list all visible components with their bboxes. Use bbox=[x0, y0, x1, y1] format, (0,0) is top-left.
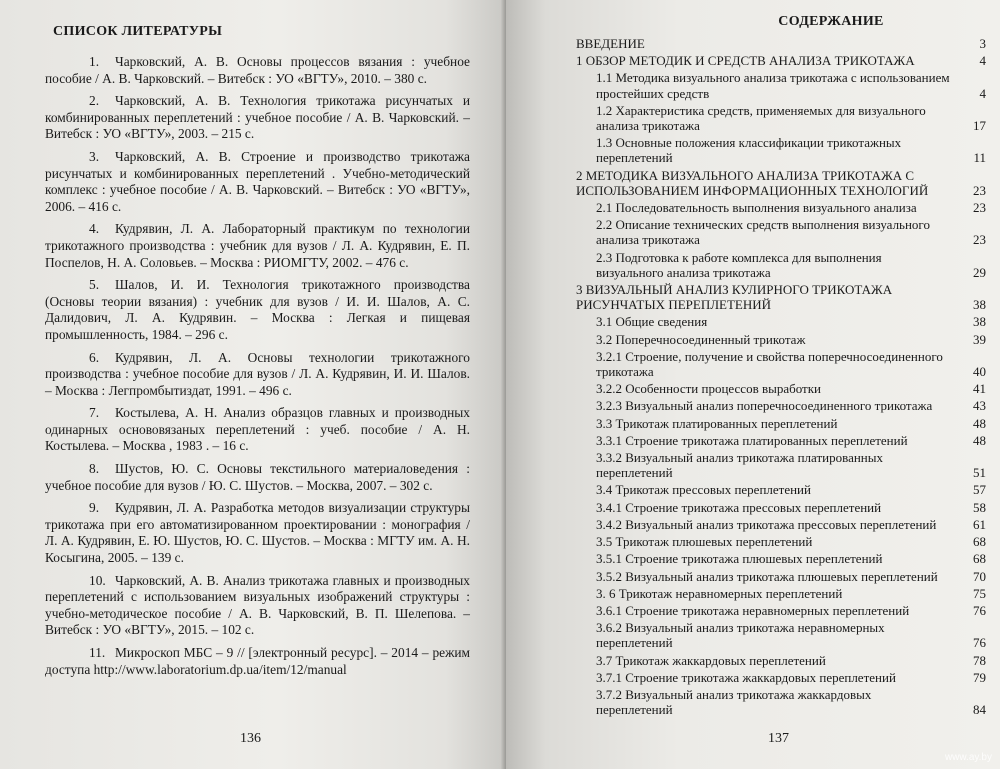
toc-entry-page: 43 bbox=[973, 398, 986, 414]
toc-entry-title: 3.6.2 Визуальный анализ трикотажа неравномерных переплетений bbox=[596, 620, 885, 651]
toc-entry-title: 3. 6 Трикотаж неравномерных переплетений bbox=[596, 585, 843, 601]
toc-entry-page: 51 bbox=[973, 465, 986, 481]
table-of-contents bbox=[576, 36, 986, 717]
toc-entry-page: 79 bbox=[973, 669, 986, 685]
toc-entry-page: 84 bbox=[973, 702, 986, 718]
toc-entry-page: 76 bbox=[973, 635, 986, 651]
reference-number: 11. bbox=[89, 645, 106, 660]
toc-entry-title: 3.5 Трикотаж плюшевых переплетений bbox=[596, 534, 813, 550]
toc-entry bbox=[576, 482, 986, 497]
toc-entry-title: 3.2.3 Визуальный анализ поперечносоединенного трикотажа bbox=[596, 398, 933, 414]
reference-item bbox=[45, 54, 470, 87]
toc-entry bbox=[576, 332, 986, 347]
toc-entry-title: 2.2 Описание технических средств выполнения визуального анализа трикотажа bbox=[596, 217, 930, 248]
toc-entry bbox=[576, 70, 986, 100]
toc-entry-title: 3.2.1 Строение, получение и свойства поперечносоединенного трикотажа bbox=[596, 348, 943, 380]
references-heading: СПИСОК ЛИТЕРАТУРЫ bbox=[53, 24, 223, 39]
toc-entry-title: 1.3 Основные положения классификации трикотажных переплетений bbox=[596, 135, 902, 166]
toc-entry bbox=[576, 500, 986, 515]
toc-entry bbox=[576, 687, 986, 717]
reference-text: Шалов, И. И. Технология трикотажного производства (Основы теории вязания) : учебник для вузов / И. И. Шалов, А. С. Далидович, Л. А. Кудрявин. – Москва : Легкая и пищевая промышленность, 1984. – 296 с. bbox=[45, 277, 470, 342]
toc-entry-page: 17 bbox=[973, 118, 986, 134]
toc-entry-page: 40 bbox=[973, 364, 986, 380]
toc-entry bbox=[576, 168, 986, 198]
toc-entry-page: 4 bbox=[979, 53, 986, 69]
toc-entry-title: 3.6.1 Строение трикотажа неравномерных переплетений bbox=[596, 602, 910, 618]
reference-list bbox=[45, 54, 470, 678]
reference-item bbox=[45, 149, 470, 215]
reference-item bbox=[45, 461, 470, 494]
toc-entry bbox=[576, 217, 986, 247]
toc-entry bbox=[576, 670, 986, 685]
watermark: www.ay.by bbox=[944, 752, 992, 763]
toc-entry bbox=[576, 103, 986, 133]
reference-text: Кудрявин, Л. А. Лабораторный практикум по технологии трикотажного производства : учебник для вузов / Л. А. Кудрявин, Е. П. Поспелов, Н. А. Соловьев. – Москва : РИОМГТУ, 2002. – 476 с. bbox=[45, 221, 470, 270]
reference-number: 4. bbox=[89, 221, 100, 237]
toc-entry-page: 39 bbox=[973, 331, 986, 347]
toc-entry bbox=[576, 36, 986, 51]
reference-item bbox=[45, 221, 470, 271]
toc-entry bbox=[576, 200, 986, 215]
toc-entry bbox=[576, 416, 986, 431]
reference-text: Чарковский, А. В. Анализ трикотажа главных и производных переплетений с использованием визуальных изображений структуры : учебно-методическое пособие / А. В. Чарковский, В. П. Шелепова. – Витебск : УО «ВГТУ», 2015. – 102 с. bbox=[45, 572, 470, 638]
reference-text: Чарковский, А. В. Строение и производство трикотажа рисунчатых и комбинированных переплетений . Учебно-методический комплекс : учебное пособие / А. В. Чарковский. – Витебск : УО «ВГТУ», 2006. – 416 с. bbox=[45, 148, 470, 214]
toc-entry-title: 3.3.2 Визуальный анализ трикотажа платированных переплетений bbox=[596, 450, 884, 481]
toc-entry-page: 11 bbox=[973, 150, 986, 166]
toc-entry-title: 3.3 Трикотаж платированных переплетений bbox=[596, 415, 838, 431]
reference-text: Кудрявин, Л. А. Основы технологии трикотажного производства : учебное пособие для вузов / Л. А. Кудрявин, И. И. Шалов. – Москва : Легпромбытиздат, 1991. – 496 с. bbox=[45, 349, 470, 398]
toc-entry-page: 4 bbox=[979, 85, 986, 101]
toc-entry-title: 3.4 Трикотаж прессовых переплетений bbox=[596, 482, 811, 498]
toc-entry bbox=[576, 653, 986, 668]
toc-entry-title: 1 ОБЗОР МЕТОДИК И СРЕДСТВ АНАЛИЗА ТРИКОТАЖА bbox=[576, 53, 915, 69]
toc-entry bbox=[576, 398, 986, 413]
toc-entry-page: 48 bbox=[973, 415, 986, 431]
reference-item bbox=[45, 277, 470, 343]
toc-entry-title: 3 ВИЗУАЛЬНЫЙ АНАЛИЗ КУЛИРНОГО ТРИКОТАЖА РИСУНЧАТЫХ ПЕРЕПЛЕТЕНИЙ bbox=[576, 282, 893, 313]
reference-number: 8. bbox=[89, 461, 100, 477]
toc-entry bbox=[576, 450, 986, 480]
reference-item bbox=[45, 93, 470, 143]
toc-entry-title: 2.1 Последовательность выполнения визуального анализа bbox=[596, 200, 917, 216]
toc-entry bbox=[576, 314, 986, 329]
toc-entry-title: 3.5.1 Строение трикотажа плюшевых переплетений bbox=[596, 551, 883, 567]
toc-entry bbox=[576, 381, 986, 396]
reference-item bbox=[45, 405, 470, 455]
toc-entry bbox=[576, 433, 986, 448]
toc-entry bbox=[576, 534, 986, 549]
toc-entry-title: 3.4.2 Визуальный анализ трикотажа прессовых переплетений bbox=[596, 516, 937, 532]
toc-entry-title: 3.2 Поперечносоединенный трикотаж bbox=[596, 331, 806, 347]
toc-entry bbox=[576, 586, 986, 601]
toc-entry-title: 3.4.1 Строение трикотажа прессовых переплетений bbox=[596, 499, 882, 515]
reference-number: 9. bbox=[89, 500, 100, 516]
toc-entry-page: 23 bbox=[973, 232, 986, 248]
right-page bbox=[506, 0, 1000, 769]
toc-entry-page: 76 bbox=[973, 602, 986, 618]
toc-entry-page: 23 bbox=[973, 200, 986, 216]
toc-entry-page: 41 bbox=[973, 381, 986, 397]
toc-entry bbox=[576, 250, 986, 280]
toc-entry-page: 68 bbox=[973, 534, 986, 550]
reference-number: 2. bbox=[89, 93, 100, 109]
toc-entry-title: 1.2 Характеристика средств, применяемых для визуального анализа трикотажа bbox=[596, 102, 926, 134]
reference-number: 3. bbox=[89, 148, 100, 164]
toc-entry-page: 61 bbox=[973, 516, 986, 532]
toc-entry-page: 57 bbox=[973, 482, 986, 498]
toc-entry bbox=[576, 349, 986, 379]
toc-entry-title: 3.1 Общие сведения bbox=[596, 314, 708, 330]
reference-number: 1. bbox=[89, 54, 100, 69]
reference-text: Шустов, Ю. С. Основы текстильного материаловедения : учебное пособие для вузов / Ю. С. Шустов. – Москва, 2007. – 302 с. bbox=[45, 461, 470, 493]
toc-entry bbox=[576, 569, 986, 584]
toc-entry-title: 3.7.1 Строение трикотажа жаккардовых переплетений bbox=[596, 669, 896, 685]
toc-entry-page: 58 bbox=[973, 499, 986, 515]
toc-entry bbox=[576, 603, 986, 618]
toc-entry-page: 38 bbox=[973, 297, 986, 313]
reference-text: Костылева, А. Н. Анализ образцов главных и производных одинарных основовязаных переплетений : учеб. пособие / А. Н. Костылева. – Москва , 1983 . – 16 с. bbox=[45, 405, 470, 454]
reference-text: Микроскоп МБС – 9 // [электронный ресурс]. – 2014 – режим доступа http://www.laboratorium.dp.ua/item/12/manual bbox=[45, 645, 470, 677]
toc-entry-page: 48 bbox=[973, 432, 986, 448]
contents-heading: СОДЕРЖАНИЕ bbox=[778, 14, 884, 29]
toc-entry-title: 3.7 Трикотаж жаккардовых переплетений bbox=[596, 652, 826, 668]
reference-number: 5. bbox=[89, 277, 100, 293]
toc-entry-title: 1.1 Методика визуального анализа трикотажа с использованием простейших средств bbox=[596, 70, 950, 101]
right-page-number: 137 bbox=[768, 731, 789, 746]
reference-number: 6. bbox=[89, 349, 100, 365]
toc-entry bbox=[576, 620, 986, 650]
left-page-number: 136 bbox=[240, 731, 261, 746]
toc-entry-page: 75 bbox=[973, 585, 986, 601]
reference-number: 10. bbox=[89, 572, 106, 588]
toc-entry-title: 3.5.2 Визуальный анализ трикотажа плюшевых переплетений bbox=[596, 568, 938, 584]
toc-entry-page: 23 bbox=[973, 182, 986, 198]
toc-entry-page: 38 bbox=[973, 314, 986, 330]
toc-entry-title: ВВЕДЕНИЕ bbox=[576, 36, 645, 51]
toc-entry bbox=[576, 135, 986, 165]
reference-number: 7. bbox=[89, 405, 100, 421]
toc-entry-title: 3.3.1 Строение трикотажа платированных переплетений bbox=[596, 432, 908, 448]
toc-entry bbox=[576, 282, 986, 312]
reference-text: Кудрявин, Л. А. Разработка методов визуализации структуры трикотажа при его автоматизированном проектировании : монография / Л. А. Кудрявин, Е. Ю. Шустов, Ю. С. Шустов. – Москва : МГТУ им. А. Н. Косыгина, 2005. – 139 с. bbox=[45, 500, 470, 566]
reference-text: Чарковский, А. В. Технология трикотажа рисунчатых и комбинированных переплетений : учебное пособие / А. В. Чарковский. – Витебск : УО «ВГТУ», 2003. – 215 с. bbox=[45, 93, 470, 142]
toc-entry bbox=[576, 551, 986, 566]
reference-item bbox=[45, 500, 470, 566]
toc-entry-page: 68 bbox=[973, 551, 986, 567]
toc-entry-title: 2 МЕТОДИКА ВИЗУАЛЬНОГО АНАЛИЗА ТРИКОТАЖА С ИСПОЛЬЗОВАНИЕМ ИНФОРМАЦИОННЫХ ТЕХНОЛОГИЙ bbox=[576, 167, 929, 198]
toc-entry-page: 70 bbox=[973, 568, 986, 584]
toc-entry-title: 3.7.2 Визуальный анализ трикотажа жаккардовых переплетений bbox=[596, 686, 872, 718]
reference-item bbox=[45, 350, 470, 400]
toc-entry bbox=[576, 53, 986, 68]
reference-item bbox=[45, 645, 470, 678]
reference-item bbox=[45, 573, 470, 639]
toc-entry bbox=[576, 517, 986, 532]
toc-entry-title: 2.3 Подготовка к работе комплекса для выполнения визуального анализа трикотажа bbox=[596, 249, 882, 280]
toc-entry-title: 3.2.2 Особенности процессов выработки bbox=[596, 381, 821, 397]
toc-entry-page: 78 bbox=[973, 652, 986, 668]
toc-entry-page: 3 bbox=[979, 36, 986, 51]
reference-text: Чарковский, А. В. Основы процессов вязания : учебное пособие / А. В. Чарковский. – Витебск : УО «ВГТУ», 2010. – 380 с. bbox=[45, 54, 470, 86]
toc-entry-page: 29 bbox=[973, 264, 986, 280]
